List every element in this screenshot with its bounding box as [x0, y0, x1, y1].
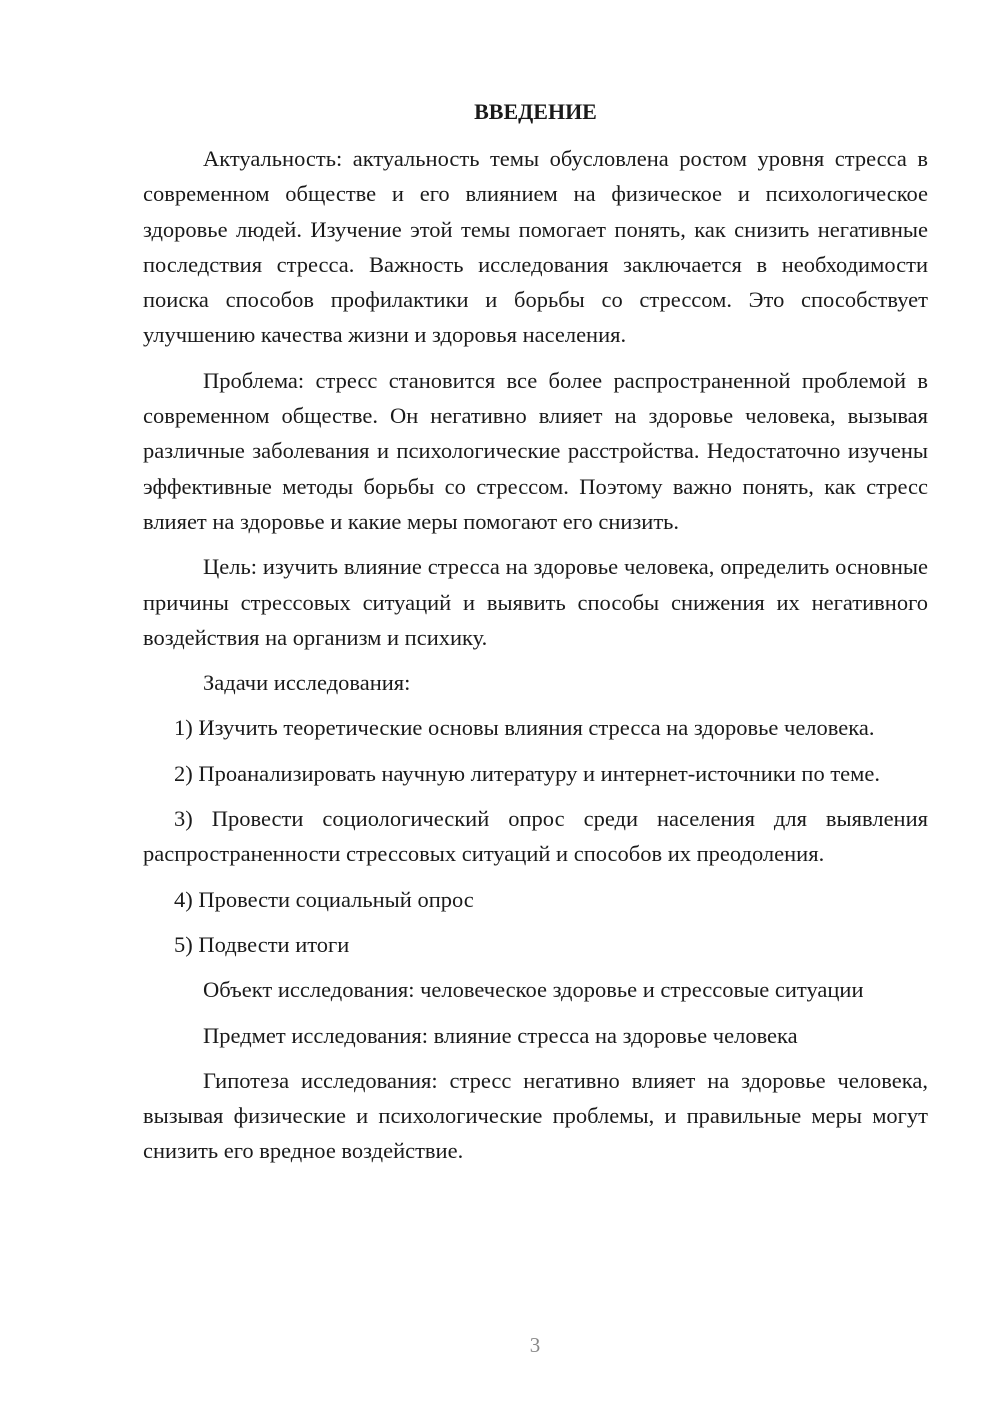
subject-paragraph: Предмет исследования: влияние стресса на здоровье человека: [203, 1022, 798, 1048]
hypothesis-paragraph: Гипотеза исследования: стресс негативно влияет на здоровье человека, вызывая физические и психологические проблемы, и правильные меры могут снизить его вредное воздействие.: [143, 1067, 928, 1164]
task-item-4: 4) Провести социальный опрос: [174, 886, 474, 912]
document-body: [143, 94, 928, 1179]
relevance-paragraph: Актуальность: актуальность темы обусловлена ростом уровня стресса в современном обществе и его влиянием на физическое и психологическое здоровье людей. Изучение этой темы помогает понять, как снизить негативные последствия стресса. Важность исследования заключается в необходимости поиска способов профилактики и борьбы со стрессом. Это способствует улучшению качества жизни и здоровья населения.: [143, 146, 928, 348]
tasks-title: Задачи исследования:: [203, 670, 411, 696]
task-item-5: 5) Подвести итоги: [174, 931, 350, 957]
goal-paragraph: Цель: изучить влияние стресса на здоровье человека, определить основные причины стрессовых ситуаций и выявить способы снижения их негативного воздействия на организм и психику.: [143, 554, 928, 650]
task-item-2: 2) Проанализировать научную литературу и интернет-источники по теме.: [174, 760, 880, 786]
task-item-3: 3) Провести социологический опрос среди населения для выявления распространенности стрессовых ситуаций и способов их преодоления.: [143, 806, 928, 867]
object-paragraph: Объект исследования: человеческое здоровье и стрессовые ситуации: [203, 977, 864, 1003]
page-number: 3: [529, 1333, 541, 1357]
section-heading: ВВЕДЕНИЕ: [474, 99, 597, 124]
task-item-1: 1) Изучить теоретические основы влияния стресса на здоровье человека.: [174, 715, 875, 741]
problem-paragraph: Проблема: стресс становится все более распространенной проблемой в современном обществе. Он негативно влияет на здоровье человека, вызывая различные заболевания и психологические расстройства. Недостаточно изучены эффективные методы борьбы со стрессом. Поэтому важно понять, как стресс влияет на здоровье и какие меры помогают его снизить.: [143, 367, 928, 534]
